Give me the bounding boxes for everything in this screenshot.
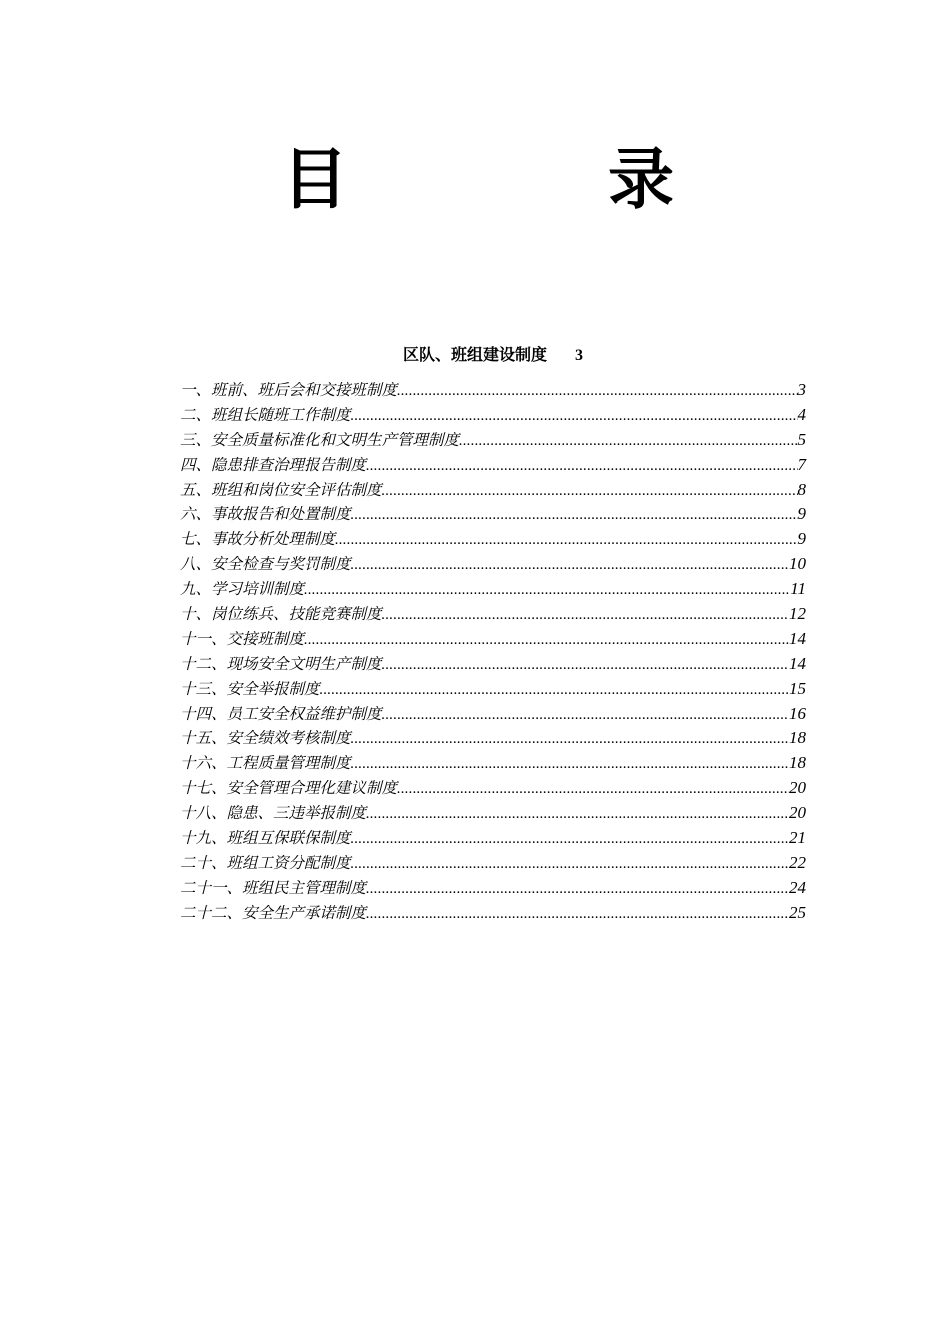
- toc-entry-label: 四、隐患排查治理报告制度: [180, 455, 367, 474]
- toc-dot-leader: [382, 603, 789, 628]
- toc-entry-label: 五、班组和岗位安全评估制度: [180, 480, 382, 499]
- toc-dot-leader: [351, 503, 798, 528]
- toc-entry-label: 十九、班组互保联保制度: [180, 829, 351, 848]
- toc-entry[interactable]: [180, 876, 806, 901]
- toc-entry-label: 九、学习培训制度: [180, 580, 305, 599]
- toc-entry[interactable]: [180, 801, 806, 826]
- toc-entry-page: 18: [789, 728, 806, 748]
- toc-entry-label: 十二、现场安全文明生产制度: [180, 654, 382, 673]
- title-char-mu: 目: [282, 141, 348, 218]
- toc-entry[interactable]: [180, 378, 806, 403]
- toc-entry-page: 20: [789, 803, 806, 823]
- toc-entry-page: 12: [789, 604, 806, 624]
- section-heading[interactable]: [180, 343, 806, 368]
- toc-dot-leader: [351, 553, 789, 578]
- toc-dot-leader: [382, 653, 789, 678]
- toc-entry[interactable]: [180, 677, 806, 702]
- toc-dot-leader: [366, 877, 789, 902]
- toc-entry-label: 十七、安全管理合理化建议制度: [180, 779, 398, 798]
- title-char-lu: 录: [608, 141, 674, 218]
- toc-dot-leader: [382, 479, 798, 504]
- toc-entry-page: 8: [797, 479, 806, 499]
- toc-dot-leader: [366, 802, 789, 827]
- toc-entry-page: 7: [797, 454, 806, 474]
- toc-entry-page: 22: [789, 852, 806, 872]
- toc-entry[interactable]: [180, 453, 806, 478]
- toc-dot-leader: [304, 628, 789, 653]
- toc-entry[interactable]: [180, 751, 806, 776]
- toc-entry-label: 八、安全检查与奖罚制度: [180, 555, 351, 574]
- toc-dot-leader: [351, 752, 789, 777]
- toc-entry-page: 20: [789, 778, 806, 798]
- toc-entry-page: 9: [797, 504, 806, 524]
- toc-entry-label: 二十二、安全生产承诺制度: [180, 903, 367, 922]
- toc-entry-label: 十八、隐患、三违举报制度: [180, 804, 367, 823]
- toc-dot-leader: [382, 703, 789, 728]
- toc-dot-leader: [335, 528, 797, 553]
- toc-entry[interactable]: [180, 851, 806, 876]
- toc-dot-leader: [397, 379, 797, 404]
- toc-dot-leader: [351, 852, 789, 877]
- toc-entry[interactable]: [180, 652, 806, 677]
- toc-entry-page: 16: [789, 703, 806, 723]
- toc-entry[interactable]: [180, 527, 806, 552]
- toc-entry-label: 十一、交接班制度: [180, 629, 305, 648]
- toc-entry-label: 一、班前、班后会和交接班制度: [180, 381, 398, 399]
- toc-entry-page: 15: [789, 678, 806, 698]
- toc-entry-label: 十五、安全绩效考核制度: [180, 729, 351, 748]
- page-title: [0, 138, 950, 222]
- toc-entry-label: 二、班组长随班工作制度: [180, 405, 351, 424]
- toc-entry-page: 11: [790, 579, 806, 599]
- toc-entry-label: 七、事故分析处理制度: [180, 530, 336, 549]
- toc-entry-page: 24: [789, 877, 806, 897]
- toc-dot-leader: [320, 678, 789, 703]
- toc-dot-leader: [366, 454, 797, 479]
- toc-entry-page: 10: [789, 554, 806, 574]
- toc-entry-page: 25: [789, 902, 806, 922]
- toc-entry[interactable]: [180, 502, 806, 527]
- toc-dot-leader: [351, 404, 798, 429]
- toc-entry[interactable]: [180, 776, 806, 801]
- toc-entry-label: 十六、工程质量管理制度: [180, 754, 351, 773]
- toc-entry[interactable]: [180, 577, 806, 602]
- toc-entry[interactable]: [180, 552, 806, 577]
- toc-entry[interactable]: [180, 826, 806, 851]
- toc-dot-leader: [366, 902, 789, 927]
- toc-entry[interactable]: [180, 702, 806, 727]
- toc-list: [180, 378, 806, 926]
- toc-entry-label: 三、安全质量标准化和文明生产管理制度: [180, 430, 460, 449]
- toc-entry-page: 3: [797, 380, 806, 399]
- toc-entry-label: 六、事故报告和处置制度: [180, 505, 351, 524]
- toc-entry[interactable]: [180, 478, 806, 503]
- toc-entry-page: 14: [789, 628, 806, 648]
- toc-dot-leader: [304, 578, 790, 603]
- toc-entry[interactable]: [180, 627, 806, 652]
- toc-entry-page: 21: [789, 828, 806, 848]
- toc-entry-label: 十、岗位练兵、技能竞赛制度: [180, 605, 382, 624]
- toc-entry-page: 14: [789, 653, 806, 673]
- toc-dot-leader: [351, 727, 789, 752]
- toc-entry-label: 二十一、班组民主管理制度: [180, 878, 367, 897]
- toc-entry-page: 4: [797, 404, 806, 424]
- toc-entry-label: 二十、班组工资分配制度: [180, 853, 351, 872]
- toc-entry[interactable]: [180, 726, 806, 751]
- toc-entry[interactable]: [180, 428, 806, 453]
- toc-entry-page: 9: [797, 529, 806, 549]
- toc-entry-label: 十三、安全举报制度: [180, 679, 320, 698]
- toc-dot-leader: [459, 429, 797, 454]
- toc-entry-page: 18: [789, 753, 806, 773]
- toc-dot-leader: [351, 827, 789, 852]
- toc-entry-page: 5: [797, 429, 806, 449]
- section-heading-label: 区队、班组建设制度: [402, 345, 547, 364]
- toc-entry[interactable]: [180, 602, 806, 627]
- toc-entry[interactable]: [180, 901, 806, 926]
- toc-entry[interactable]: [180, 403, 806, 428]
- toc-entry-label: 十四、员工安全权益维护制度: [180, 704, 382, 723]
- toc-dot-leader: [397, 777, 789, 802]
- section-heading-page: 3: [575, 347, 583, 364]
